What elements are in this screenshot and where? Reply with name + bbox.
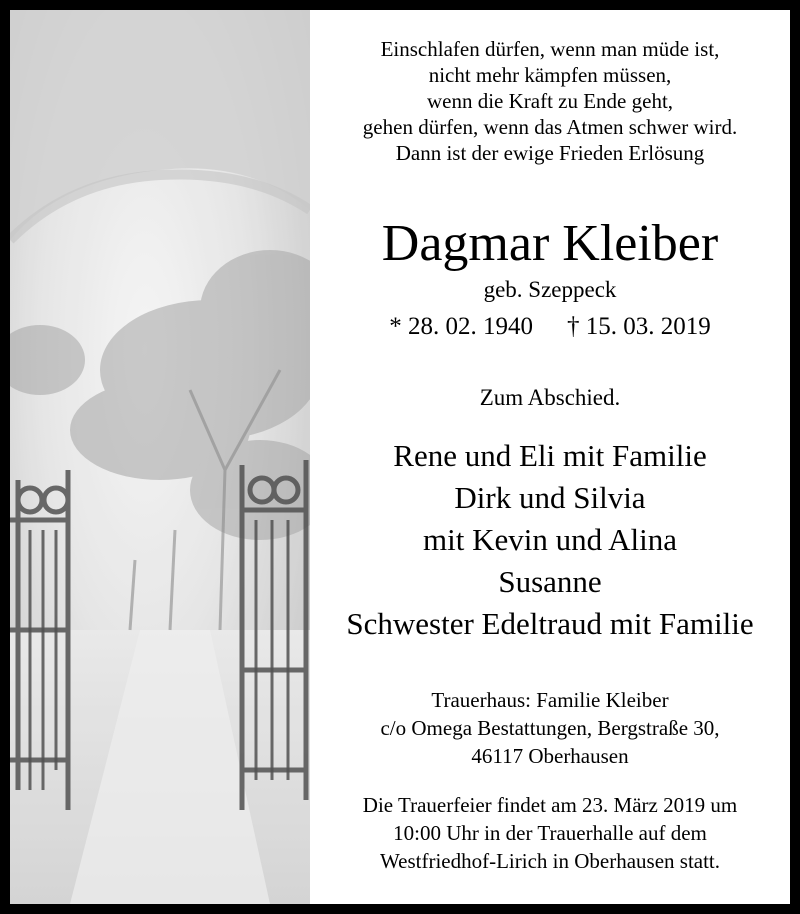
address-line: c/o Omega Bestattungen, Bergstraße 30, (380, 716, 720, 740)
farewell-line: Zum Abschied. (479, 385, 621, 410)
mourner-line: Schwester Edeltraud mit Familie (346, 606, 754, 641)
death-date: † 15. 03. 2019 (567, 313, 711, 340)
mourner-line: mit Kevin und Alina (422, 522, 677, 557)
ceremony-line: 10:00 Uhr in der Trauerhalle auf dem (393, 821, 707, 845)
life-dates (310, 311, 790, 343)
birth-name: geb. Szeppeck (483, 277, 617, 302)
mourner-line: Dirk und Silvia (454, 480, 646, 515)
poem-line: wenn die Kraft zu Ende geht, (426, 89, 674, 113)
address-line: 46117 Oberhausen (471, 744, 629, 768)
poem-line: Einschlafen dürfen, wenn man müde ist, (380, 37, 720, 61)
obituary-notice (10, 10, 790, 904)
poem-line: nicht mehr kämpfen müssen, (428, 63, 672, 87)
mourners-list (310, 435, 790, 645)
notice-text (310, 10, 790, 904)
address-line: Trauerhaus: Familie Kleiber (431, 688, 669, 712)
cemetery-gate-image (10, 10, 310, 904)
cemetery-gate-photo (10, 10, 310, 904)
mourning-house-address (310, 686, 790, 770)
mourner-line: Susanne (498, 564, 602, 599)
deceased-name: Dagmar Kleiber (381, 215, 719, 272)
ceremony-line: Die Trauerfeier findet am 23. März 2019 um (362, 793, 738, 817)
mourner-line: Rene und Eli mit Familie (393, 438, 707, 473)
poem-line: gehen dürfen, wenn das Atmen schwer wird. (362, 115, 738, 139)
poem (310, 36, 790, 166)
poem-line: Dann ist der ewige Frieden Erlösung (395, 141, 705, 165)
funeral-ceremony-info (310, 791, 790, 875)
ceremony-line: Westfriedhof-Lirich in Oberhausen statt. (379, 849, 721, 873)
birth-date: * 28. 02. 1940 (389, 313, 533, 340)
